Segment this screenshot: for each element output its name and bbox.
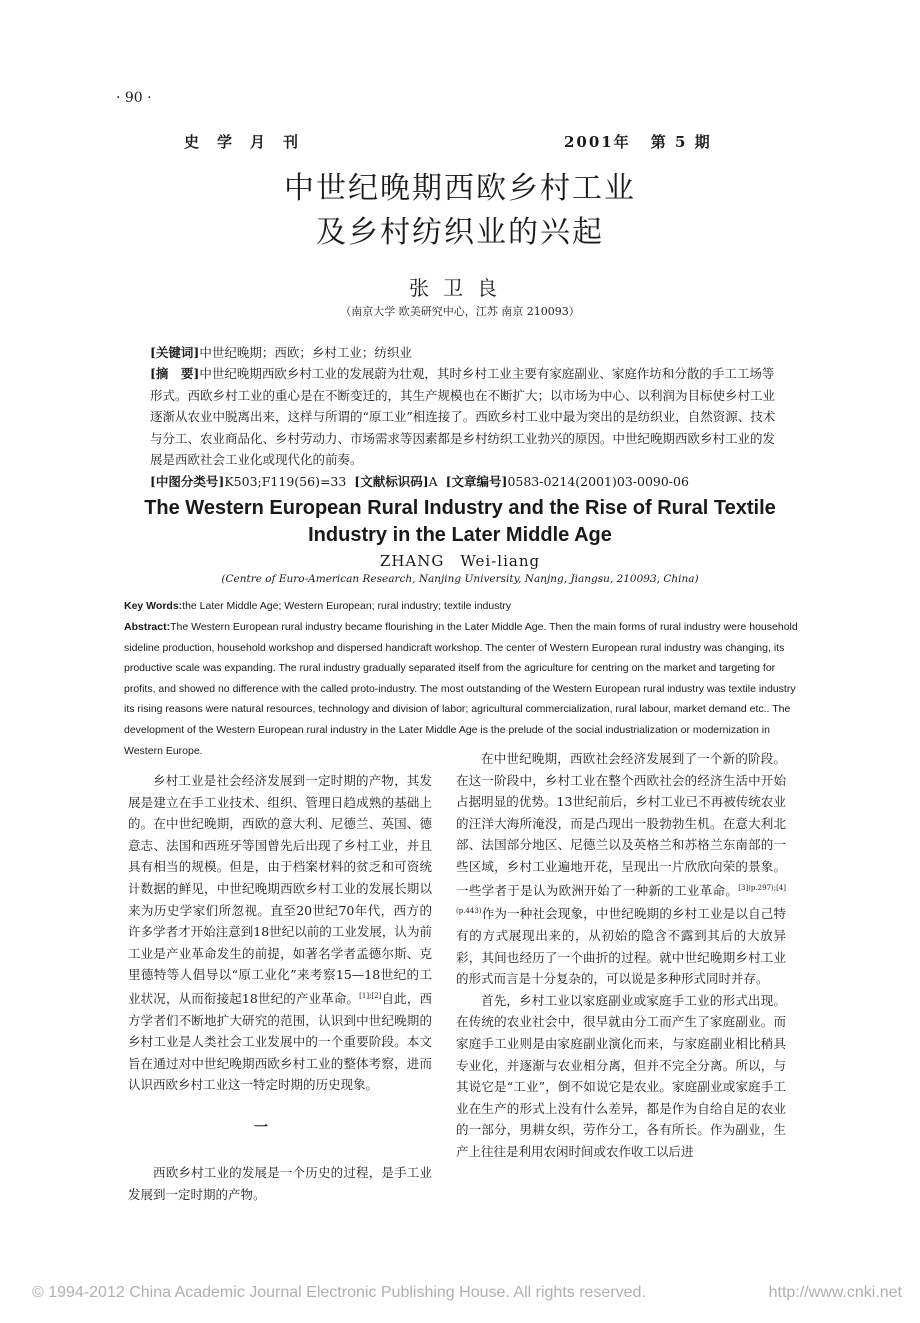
citation: [1];[2]	[359, 991, 382, 1000]
body-paragraph: 西欧乡村工业的发展是一个历史的过程，是手工业发展到一定时期的产物。	[128, 1165, 432, 1202]
page-number: · 90 ·	[116, 90, 152, 106]
abstract-cn-text: 中世纪晚期西欧乡村工业的发展蔚为壮观，其时乡村工业主要有家庭副业、家庭作坊和分散的手工工场等形式。西欧乡村工业的重心是在不断变迁的，其生产规模也在不断扩大；以市场为中心、以利润为目标使乡村工业逐渐从农业中脱离出来，这样与所谓的“原工业”相连接了。西欧乡村工业中最为突出的是纺织业，自然资源、技术与分工、农业商品化、乡村劳动力、市场需求等因素都是乡村纺织工业勃兴的原因。中世纪晚期西欧乡村工业的发展是西欧社会工业化或现代化的前奏。	[150, 366, 776, 467]
journal-name: 史学月刊	[184, 133, 317, 151]
footer	[32, 1284, 902, 1302]
issue-year: 2001年	[564, 133, 631, 151]
body-paragraph: 首先，乡村工业以家庭副业或家庭手工业的形式出现。在传统的农业社会中，很早就由分工而产生了家庭副业。而家庭手工业则是由家庭副业演化而来，与家庭副业相比稍具专业化，并逐渐与农业相分离，但并不完全分离。所以，与其说它是“工业”，倒不如说它是农业。家庭副业或家庭手工业在生产的形式上没有什么差异，都是作为自给自足的农业的一部分，男耕女织，劳作分工，各有所长。作为副业，生产上往往是利用农闲时间或农作收工以后进	[456, 992, 786, 1159]
abstract-en-text: The Western European rural industry became flourishing in the Later Middle Age. Then the main forms of rural industry were household sideline production, household workshop and dispersed handicraft workshop. The center of Western European rural industry was changing, its productive scale was expanding. The rural industry gradually separated itself from the agriculture for centring on the market and targeting for profits, and showed no difference with the called proto-industry. The most outstanding of the Western European rural industry was textile industry its rising reasons were natural resources, technology and division of labor; agricultural commercialization, rural labour, market demand etc.. The development of the Western European rural industry in the Later Middle Age is the prelude of the social industrialization or modernization in Western Europe.	[124, 621, 798, 757]
body-left-column-2	[128, 1162, 432, 1205]
title-cn-line1: 中世纪晚期西欧乡村工业	[284, 171, 636, 206]
doc-value: A	[428, 474, 438, 489]
issue-number: 第 5 期	[650, 133, 712, 151]
art-label: [文章编号]	[445, 474, 508, 489]
citation: [3](p.297);[4](p.443)	[456, 883, 786, 916]
keywords-cn-label: [关键词]	[150, 345, 200, 360]
body-paragraph	[128, 770, 432, 1096]
keywords-cn-text: 中世纪晚期；西欧；乡村工业；纺织业	[199, 345, 412, 360]
affiliation-en: (Centre of Euro-American Research, Nanjing University, Nanjng, Jiangsu, 210093, China)	[221, 573, 699, 585]
keywords-en-text: the Later Middle Age; Western European; rural industry; textile industry	[182, 600, 512, 612]
abstract-cn	[150, 363, 780, 471]
body-text: 作为一种社会现象，中世纪晚期的乡村工业是以自己特有的方式展现出来的，从初始的隐含不露到其后的大放异彩，其间也经历了一个曲折的过程。就中世纪晚期乡村工业的形式而言是十分复杂的，可以说是多种形式同时并存。	[456, 906, 786, 987]
body-paragraph	[456, 748, 786, 990]
doc-label: [文献标识码]	[354, 474, 429, 489]
body-text: 在中世纪晚期，西欧社会经济发展到了一个新的阶段。在这一阶段中，乡村工业在整个西欧社会的经济生活中开始占据明显的优势。13世纪前后，乡村工业已不再被传统农业的汪洋大海所淹没，而是凸现出一股勃勃生机。在意大利北部、法国部分地区、尼德兰以及英格兰和苏格兰东南部的一些区域，乡村工业遍地开花，呈现出一片欣欣向荣的景象。一些学者于是认为欧洲开始了一种新的工业革命。	[456, 751, 786, 898]
cls-label: [中图分类号]	[150, 474, 225, 489]
copyright-notice: © 1994-2012 China Academic Journal Electronic Publishing House. All rights reserved.	[32, 1284, 646, 1301]
title-cn-line2: 及乡村纺织业的兴起	[316, 215, 604, 250]
section-mark: 一	[254, 1120, 268, 1136]
body-right-column	[456, 748, 786, 1163]
body-text: 乡村工业是社会经济发展到一定时期的产物，其发展是建立在手工业技术、组织、管理日趋成熟的基础上的。在中世纪晚期，西欧的意大利、尼德兰、英国、德意志、法国和西班牙等国曾先后出现了乡村工业，并且具有相当的规模。但是，由于档案材料的贫乏和可资统计数据的鲜见，中世纪晚期西欧乡村工业的发展长期以来为历史学家们所忽视。直至20世纪70年代，西方的许多学者才开始注意到18世纪以前的工业发展，认为前工业是产业革命发生的前提，如著名学者孟德尔斯、克里德特等人倡导以“原工业化”来考察15—18世纪的工业状况，从而衔接起18世纪的产业革命。	[128, 773, 432, 1007]
body-text: 自此，西方学者们不断地扩大研究的范围，认识到中世纪晚期的乡村工业是人类社会工业发展中的一个重要阶段。本文旨在通过对中世纪晚期西欧乡村工业的整体考察，进而认识西欧乡村工业这一特定时期的历史现象。	[128, 991, 432, 1093]
affiliation-cn: （南京大学 欧美研究中心，江苏 南京 210093）	[340, 305, 580, 318]
author-cn: 张卫良	[409, 276, 511, 300]
abstract-en	[124, 617, 804, 761]
art-value: 0583-0214(2001)03-0090-06	[507, 474, 689, 489]
footer-url[interactable]: http://www.cnki.net	[768, 1284, 902, 1301]
author-en: ZHANG Wei-liang	[379, 552, 541, 570]
keywords-cn	[150, 342, 780, 364]
issue-info	[564, 131, 712, 152]
abstract-cn-label: [摘 要]	[150, 366, 200, 381]
cls-value: K503;F119(56)=33	[224, 474, 347, 489]
body-left-column	[128, 770, 432, 1096]
title-en-line2: Industry in the Later Middle Age	[308, 524, 612, 546]
keywords-en	[124, 596, 804, 617]
abstract-en-label: Abstract:	[124, 621, 171, 633]
classification-line	[150, 471, 780, 493]
title-en-line1: The Western European Rural Industry and the Rise of Rural Textile	[144, 497, 776, 519]
keywords-en-label: Key Words:	[124, 600, 183, 612]
